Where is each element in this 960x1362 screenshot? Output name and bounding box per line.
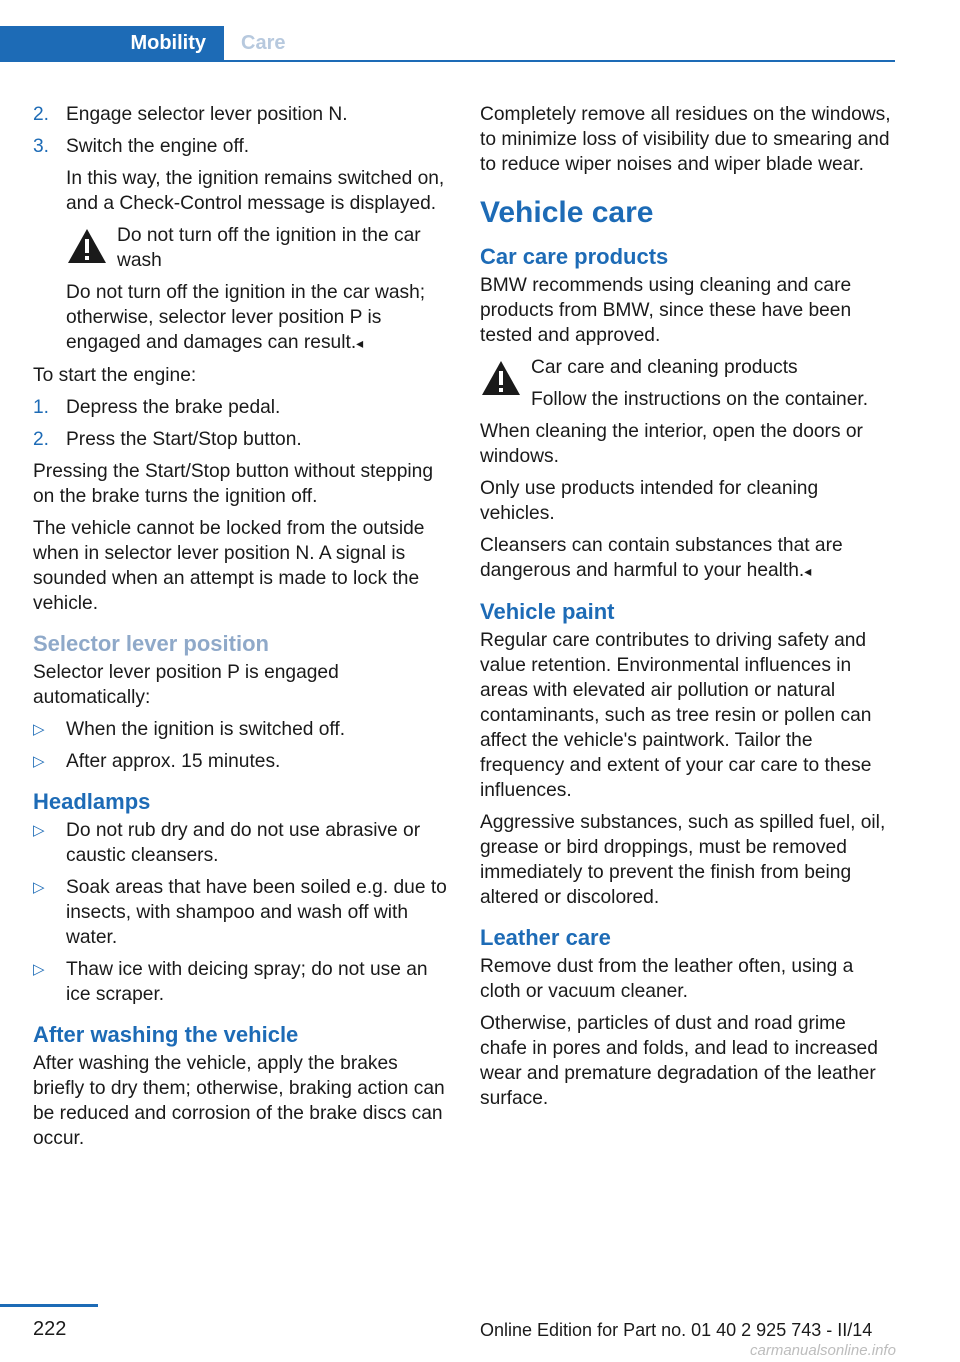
- bullet-triangle-icon: ▷: [33, 721, 45, 738]
- paragraph-after-washing: After washing the vehicle, apply the brakes briefly to dry them; otherwise, braking action can be reduced and corrosion of the brake discs can occur.: [33, 1053, 445, 1149]
- warning-body-text: Do not turn off the ignition in the car wash; otherwise, selector lever position P is engaged and damages can result.: [66, 282, 426, 353]
- steps-list-b: [33, 395, 448, 452]
- paragraph-paint-1: Regular care contributes to driving safety and value retention. Environmental influences in areas with elevated air pollution or natural contaminants, such as tree resin or pollen can affect the vehicle's paintwork. Tailor the frequency and extent of your car care to these influences.: [480, 630, 872, 801]
- list-item-text: When the ignition is switched off.: [66, 719, 346, 740]
- list-item-text: Do not rub dry and do not use abrasive or caustic cleansers.: [66, 820, 421, 866]
- list-item: [33, 957, 448, 1007]
- heading-selector-lever: Selector lever position: [33, 631, 269, 656]
- paragraph-interior: When cleaning the interior, open the doors or windows.: [480, 421, 863, 467]
- warning-icon: [480, 359, 522, 397]
- list-item: [33, 427, 448, 452]
- step-number: 2.: [33, 104, 50, 125]
- paragraph-residues: Completely remove all residues on the windows, to minimize loss of visibility due to smearing and to reduce wiper noises and wiper blade wear.: [480, 104, 891, 175]
- paragraph-leather-1: Remove dust from the leather often, using a cloth or vacuum cleaner.: [480, 956, 854, 1002]
- warning-box: [66, 223, 448, 273]
- list-item: [33, 717, 448, 742]
- paragraph-selector-intro: Selector lever position P is engaged automatically:: [33, 662, 339, 708]
- heading-after-washing: After washing the vehicle: [33, 1022, 299, 1047]
- bullet-triangle-icon: ▷: [33, 822, 45, 839]
- to-start-label: To start the engine:: [33, 365, 197, 386]
- cleansers-text: Cleansers can contain substances that are dangerous and harmful to your health.: [480, 535, 843, 581]
- step-text: Engage selector lever position N.: [66, 104, 348, 125]
- step-number: 2.: [33, 429, 50, 450]
- end-mark: ◂: [356, 335, 364, 351]
- page-number: 222: [33, 1318, 67, 1340]
- list-item-text: Soak areas that have been soiled e.g. due to insects, with shampoo and wash off with water.: [66, 877, 447, 948]
- watermark: carmanualsonline.info: [750, 1342, 896, 1359]
- chapter-header: [0, 26, 895, 62]
- list-item-text: After approx. 15 minutes.: [66, 751, 281, 772]
- list-item: [33, 875, 448, 950]
- list-item-text: Thaw ice with deicing spray; do not use an ice scraper.: [66, 959, 428, 1005]
- right-column: [480, 102, 895, 1118]
- tab-mobility[interactable]: Mobility: [0, 26, 224, 60]
- step-text: Depress the brake pedal.: [66, 397, 281, 418]
- heading-leather-care: Leather care: [480, 925, 611, 950]
- warning-title: Car care and cleaning products: [531, 357, 798, 378]
- list-item: [33, 749, 448, 774]
- left-column: [33, 102, 448, 1158]
- tab-care[interactable]: Care: [241, 32, 286, 54]
- list-item: [33, 395, 448, 420]
- bullet-triangle-icon: ▷: [33, 961, 45, 978]
- bullet-triangle-icon: ▷: [33, 753, 45, 770]
- heading-car-care-products: Car care products: [480, 244, 669, 269]
- step-detail: In this way, the ignition remains switched on, and a Check-Control message is displayed.: [66, 168, 445, 214]
- step-text: Press the Start/Stop button.: [66, 429, 302, 450]
- bullet-triangle-icon: ▷: [33, 879, 45, 896]
- footer-rule: [0, 1304, 98, 1307]
- edition-label: Online Edition for Part no. 01 40 2 925 743 - II/14: [480, 1320, 873, 1340]
- warning-body: Follow the instructions on the container.: [531, 389, 869, 410]
- list-item: [33, 102, 448, 127]
- paragraph-cleansers: [480, 533, 895, 584]
- headlamps-list: [33, 818, 448, 1007]
- list-item: [33, 818, 448, 868]
- paragraph-paint-2: Aggressive substances, such as spilled fuel, oil, grease or bird droppings, must be removed immediately to prevent the finish from being altered or discolored.: [480, 812, 886, 908]
- heading-vehicle-care: Vehicle care: [480, 196, 654, 229]
- paragraph-startstop: Pressing the Start/Stop button without stepping on the brake turns the ignition off.: [33, 461, 433, 507]
- warning-body: [66, 280, 448, 356]
- step-text: Switch the engine off.: [66, 136, 250, 157]
- warning-box: [480, 355, 895, 412]
- heading-vehicle-paint: Vehicle paint: [480, 599, 615, 624]
- warning-title: Do not turn off the ignition in the car wash: [117, 225, 421, 271]
- paragraph-only-use: Only use products intended for cleaning vehicles.: [480, 478, 819, 524]
- paragraph-locked: The vehicle cannot be locked from the outside when in selector lever position N. A signal is sounded when an attempt is made to lock the vehicle.: [33, 518, 425, 614]
- steps-list-a: [33, 102, 448, 356]
- step-number: 3.: [33, 136, 50, 157]
- warning-icon: [66, 227, 108, 265]
- selector-list: [33, 717, 448, 774]
- heading-headlamps: Headlamps: [33, 789, 151, 814]
- step-number: 1.: [33, 397, 50, 418]
- end-mark: ◂: [804, 563, 812, 579]
- list-item: [33, 134, 448, 356]
- paragraph-leather-2: Otherwise, particles of dust and road grime chafe in pores and folds, and lead to increased wear and premature degradation of the leather surface.: [480, 1013, 878, 1109]
- paragraph-products: BMW recommends using cleaning and care products from BMW, since these have been tested and approved.: [480, 275, 852, 346]
